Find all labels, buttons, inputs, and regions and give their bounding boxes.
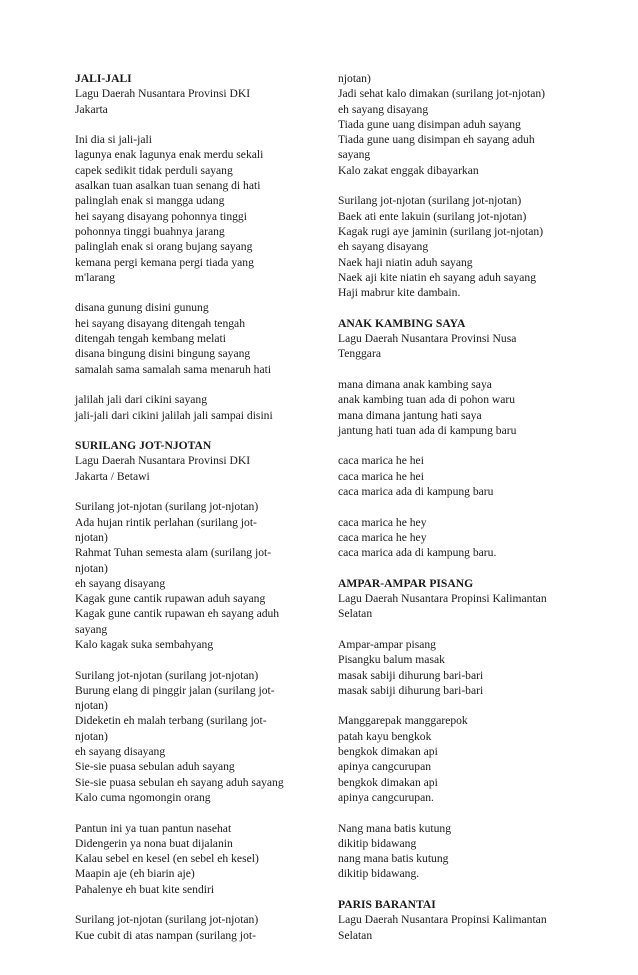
text-line: Selatan — [338, 607, 373, 621]
blank-line — [75, 484, 337, 499]
blank-line — [75, 897, 337, 912]
text-line: dikitip bidawang. — [338, 867, 420, 881]
text-line: Lagu Daerah Nusantara Propinsi Kalimantan — [338, 913, 547, 927]
text-line: njotan) — [338, 72, 371, 85]
song-title: AMPAR-AMPAR PISANG — [338, 576, 474, 590]
blank-line — [338, 561, 566, 576]
text-line: Surilang jot-njotan (surilang jot-njotan) — [75, 913, 259, 927]
text-line: Kalau sebel en kesel (en sebel eh kesel) — [75, 852, 259, 866]
text-line: Surilang jot-njotan (surilang jot-njotan) — [75, 500, 259, 514]
text-line: Kalo zakat enggak dibayarkan — [338, 163, 479, 177]
text-line: m'larang — [75, 270, 116, 284]
blank-line — [338, 698, 566, 713]
blank-line — [75, 805, 337, 820]
text-line: Pisangku balum masak — [338, 653, 445, 667]
text-line: Tiada gune uang disimpan eh sayang aduh — [338, 133, 535, 147]
blank-line — [75, 285, 337, 300]
text-line: Jadi sehat kalo dimakan (surilang jot-njotan) — [338, 87, 546, 101]
blank-line — [75, 377, 337, 392]
blank-line — [338, 438, 566, 453]
text-line: Lagu Daerah Nusantara Provinsi DKI — [75, 87, 251, 101]
text-line: Haji mabrur kite dambain. — [338, 286, 461, 300]
text-line: pohonnya tinggi buahnya jarang — [75, 224, 225, 238]
blank-line — [338, 882, 566, 897]
text-line: Kue cubit di atas nampan (surilang jot- — [75, 928, 256, 942]
text-line: Ampar-ampar pisang — [338, 637, 436, 651]
text-line: Sie-sie puasa sebulan eh sayang aduh sayang — [75, 775, 284, 789]
text-line: Kalo kagak suka sembahyang — [75, 637, 214, 651]
text-line: caca marica he hey — [338, 530, 427, 544]
blank-line — [338, 178, 566, 193]
text-line: Ini dia si jali-jali — [75, 133, 152, 147]
right-column — [338, 71, 566, 943]
text-line: jalilah jali dari cikini sayang — [75, 393, 207, 407]
song-title: JALI-JALI — [75, 72, 132, 85]
text-line: sayang — [75, 622, 108, 636]
text-line: samalah sama samalah sama menaruh hati — [75, 362, 272, 376]
blank-line — [338, 622, 566, 637]
text-line: Didengerin ya nona buat dijalanin — [75, 836, 233, 850]
text-line: njotan) — [75, 561, 108, 575]
text-line: Ada hujan rintik perlahan (surilang jot- — [75, 515, 257, 529]
text-line: ditengah tengah kembang melati — [75, 332, 226, 346]
text-line: eh sayang disayang — [75, 576, 166, 590]
text-line: Rahmat Tuhan semesta alam (surilang jot- — [75, 546, 272, 560]
text-line: Tenggara — [338, 347, 381, 361]
text-line: palinglah enak si orang bujang sayang — [75, 240, 253, 254]
text-line: Kagak gune cantik rupawan eh sayang aduh — [75, 607, 280, 621]
blank-line — [75, 652, 337, 667]
text-line: Jakarta / Betawi — [75, 469, 150, 483]
text-line: masak sabiji dihurung bari-bari — [338, 668, 484, 682]
text-line: hei sayang disayang pohonnya tinggi — [75, 209, 247, 223]
text-line: bengkok dimakan api — [338, 745, 438, 759]
text-line: bengkok dimakan api — [338, 775, 438, 789]
blank-line — [338, 362, 566, 377]
text-line: Jakarta — [75, 102, 108, 116]
text-line: Nang mana batis kutung — [338, 821, 452, 835]
text-line: apinya cangcurupan. — [338, 790, 434, 804]
text-line: disana gunung disini gunung — [75, 301, 209, 315]
text-line: eh sayang disayang — [75, 745, 166, 759]
text-line: eh sayang disayang — [338, 240, 429, 254]
text-line: Pahalenye eh buat kite sendiri — [75, 882, 215, 896]
text-line: Manggarepak manggarepok — [338, 714, 468, 728]
text-line: Sie-sie puasa sebulan aduh sayang — [75, 760, 235, 774]
text-line: Naek haji niatin aduh sayang — [338, 255, 473, 269]
text-line: Maapin aje (eh biarin aje) — [75, 867, 195, 881]
text-line: palinglah enak si mangga udang — [75, 194, 225, 208]
text-line: caca marica he hei — [338, 469, 424, 483]
text-line: Burung elang di pinggir jalan (surilang jot- — [75, 683, 275, 697]
text-line: kemana pergi kemana pergi tiada yang — [75, 255, 254, 269]
text-line: Surilang jot-njotan (surilang jot-njotan) — [75, 668, 259, 682]
text-line: sayang — [338, 148, 371, 162]
text-line: lagunya enak lagunya enak merdu sekali — [75, 148, 264, 162]
text-line: njotan) — [75, 530, 108, 544]
text-line: Selatan — [338, 928, 373, 942]
text-line: hei sayang disayang ditengah tengah — [75, 316, 245, 330]
text-line: Lagu Daerah Nusantara Propinsi Kalimantan — [338, 592, 547, 606]
song-title: ANAK KAMBING SAYA — [338, 316, 466, 330]
text-line: Kagak gune cantik rupawan aduh sayang — [75, 592, 266, 606]
song-title: SURILANG JOT-NJOTAN — [75, 439, 212, 453]
blank-line — [338, 499, 566, 514]
blank-line — [75, 423, 337, 438]
text-line: mana dimana jantung hati saya — [338, 408, 482, 422]
text-line: anak kambing tuan ada di pohon waru — [338, 393, 516, 407]
text-line: asalkan tuan asalkan tuan senang di hati — [75, 179, 261, 193]
text-line: nang mana batis kutung — [338, 852, 449, 866]
text-line: eh sayang disayang — [338, 102, 429, 116]
blank-line — [338, 805, 566, 820]
text-line: jali-jali dari cikini jalilah jali sampai disini — [75, 408, 273, 422]
text-line: capek sedikit tidak perduli sayang — [75, 163, 233, 177]
blank-line — [75, 117, 337, 132]
text-line: dikitip bidawang — [338, 836, 417, 850]
text-line: njotan) — [75, 729, 108, 743]
text-line: Tiada gune uang disimpan aduh sayang — [338, 117, 521, 131]
text-line: Surilang jot-njotan (surilang jot-njotan) — [338, 194, 522, 208]
text-line: Lagu Daerah Nusantara Provinsi Nusa — [338, 332, 517, 346]
text-line: caca marica he hei — [338, 454, 424, 468]
blank-line — [338, 300, 566, 315]
text-line: jantung hati tuan ada di kampung baru — [338, 423, 517, 437]
left-column — [75, 71, 337, 943]
song-title: PARIS BARANTAI — [338, 898, 436, 912]
text-line: Kalo cuma ngomongin orang — [75, 790, 211, 804]
text-line: caca marica ada di kampung baru — [338, 485, 494, 499]
text-line: apinya cangcurupan — [338, 760, 432, 774]
text-line: disana bingung disini bingung sayang — [75, 347, 251, 361]
text-line: Lagu Daerah Nusantara Provinsi DKI — [75, 454, 251, 468]
text-line: masak sabiji dihurung bari-bari — [338, 683, 484, 697]
text-line: Kagak rugi aye jaminin (surilang jot-njotan) — [338, 224, 544, 238]
text-line: patah kayu bengkok — [338, 729, 432, 743]
text-line: caca marica he hey — [338, 515, 427, 529]
text-line: njotan) — [75, 699, 108, 713]
text-line: Baek ati ente lakuin (surilang jot-njotan) — [338, 209, 527, 223]
text-line: caca marica ada di kampung baru. — [338, 546, 497, 560]
text-line: Naek aji kite niatin eh sayang aduh sayang — [338, 270, 536, 284]
text-line: Dideketin eh malah terbang (surilang jot- — [75, 714, 267, 728]
text-line: Pantun ini ya tuan pantun nasehat — [75, 821, 232, 835]
text-line: mana dimana anak kambing saya — [338, 377, 492, 391]
